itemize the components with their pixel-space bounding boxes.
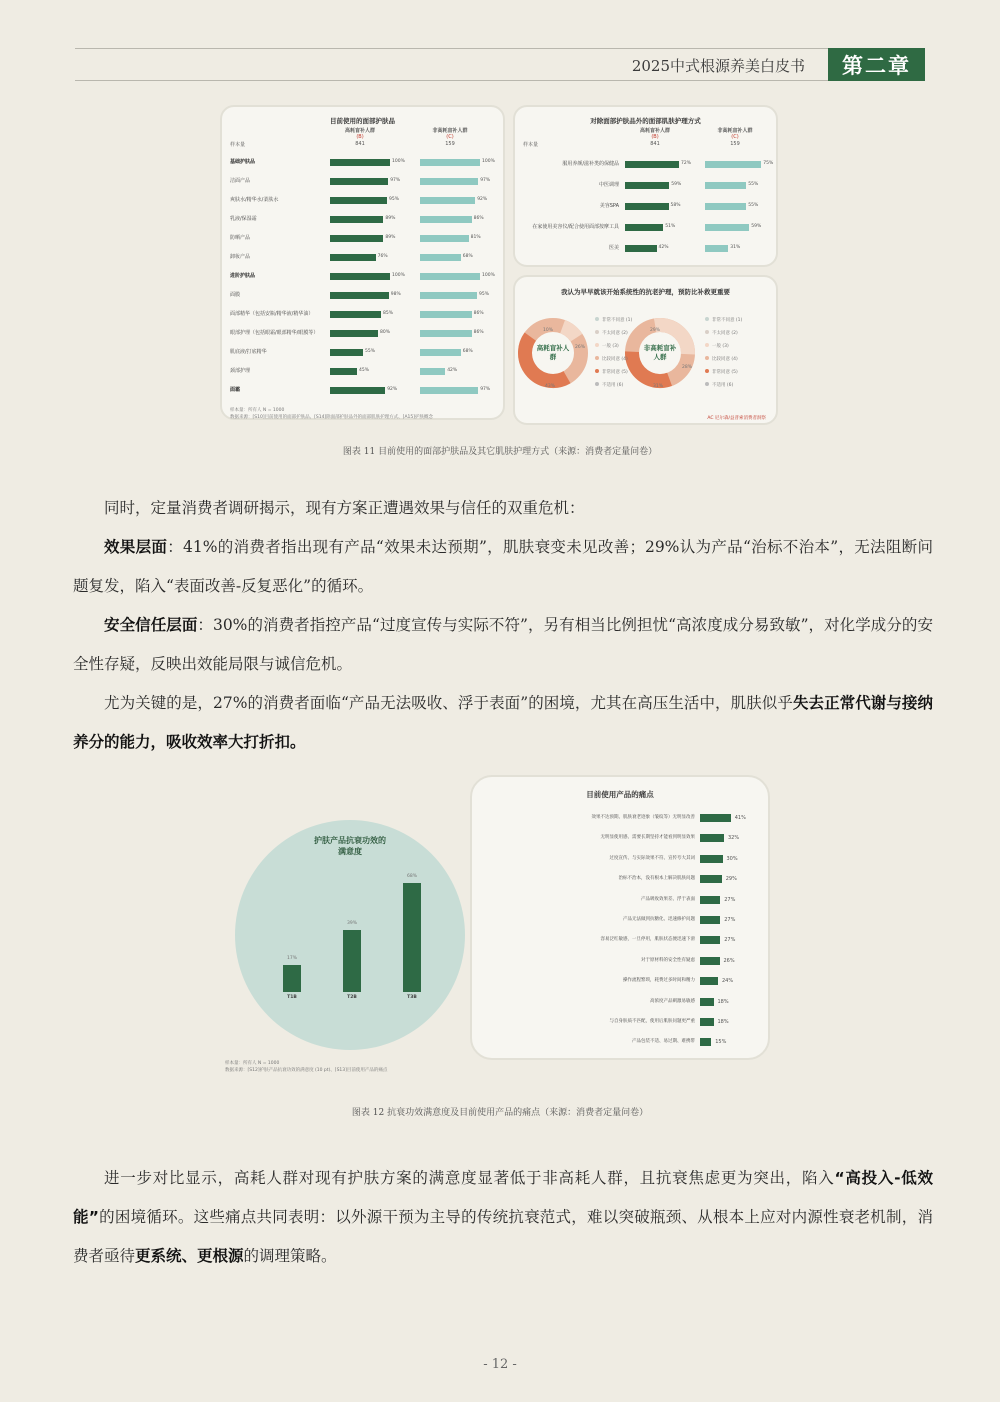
satisfaction-bar-value: 17% — [286, 955, 297, 961]
satisfaction-bar-label: T2B — [347, 995, 357, 1000]
left-bar-non-high — [420, 368, 445, 375]
col1-header: 高耗盲补人群 — [344, 128, 375, 134]
conclusion-text-c: 的困境循环。这些痛点共同表明：以外源干预为主导的传统抗衰范式，难以突破瓶颈、从根本上应对内源性衰老机制，消费者亟待 — [73, 1208, 934, 1265]
left-row-label: 进阶护肤品 — [230, 273, 256, 279]
legend-text: 非常同意 (5) — [602, 370, 628, 375]
pain-row-value: 27% — [724, 917, 736, 923]
pain-row-bar — [700, 834, 724, 842]
pain-row-label: 治标不治本，没有根本上解决肌肤问题 — [618, 876, 695, 882]
legend-text: 不太同意 (2) — [712, 331, 738, 336]
pain-row — [472, 809, 768, 827]
left-row — [222, 290, 507, 300]
pain-row-value: 15% — [715, 1039, 727, 1046]
left-bar-high — [330, 387, 385, 394]
left-row — [222, 176, 507, 186]
left-bar-non-high-value: 68% — [462, 349, 473, 354]
rt-row-label: 医美 — [608, 245, 619, 251]
legend-item — [595, 330, 628, 336]
legend-item — [705, 343, 729, 349]
anti-aging-attitude-card — [513, 275, 778, 425]
rt-col2-n: 159 — [730, 141, 740, 147]
conclusion-text-a: 进一步对比显示，高耗人群对现有护肤方案的满意度显著低于非高耗人群，且抗衰焦虑更为突出，陷入 — [104, 1169, 835, 1187]
left-footnote-2: 数据来源：[S10]目前使用的面部护肤品、[S14]除面部护肤品外的面部肌肤护理方式、[A15]护肤概念 — [230, 415, 433, 420]
left-bar-non-high-value: 68% — [462, 254, 473, 259]
header-rule-top — [75, 48, 925, 49]
pain-row-bar — [700, 1018, 714, 1026]
legend-swatch — [705, 382, 709, 386]
pain-row-label: 高浓度产品刺激易敏感 — [650, 998, 695, 1004]
pain-row-bar — [700, 936, 720, 944]
rt-bar-non-high — [705, 245, 728, 252]
figure-11-caption: 图表 11 目前使用的面部护肤品及其它肌肤护理方式（来源：消费者定量问卷） — [342, 447, 658, 457]
rt-bar-non-high-value: 55% — [748, 182, 759, 187]
safety-heading: 安全信任层面 — [104, 616, 198, 634]
left-bar-high-value: 80% — [380, 330, 391, 335]
left-row-label: 基础护肤品 — [230, 159, 256, 165]
left-bar-non-high — [420, 178, 478, 185]
left-bar-high — [330, 273, 390, 280]
figure-12 — [225, 770, 785, 1080]
pain-row — [472, 1033, 768, 1051]
rt-col1-letter: (B) — [651, 134, 659, 140]
pain-row-bar — [700, 998, 714, 1006]
left-bar-high-value: 95% — [389, 197, 400, 202]
col1-n: 841 — [355, 141, 365, 147]
satisfaction-bar-value: 39% — [346, 920, 357, 926]
left-row-label: 颈部护理 — [230, 368, 251, 374]
left-bar-high — [330, 216, 383, 223]
current-skincare-title: 目前使用的面部护肤品 — [330, 117, 395, 125]
pain-row-label: 过度宣传、与实际效果不符、宣传夸大其词 — [609, 855, 695, 861]
fig12-footnote-1: 样本量：所有人 N = 1000 — [225, 1061, 280, 1066]
pain-row — [472, 911, 768, 929]
attitude-title: 我认为早早就该开始系统性的抗老护理，预防比补救更重要 — [561, 288, 730, 296]
sample-label: 样本量 — [230, 142, 246, 148]
satisfaction-bar-label: T1B — [287, 995, 297, 1000]
left-bar-non-high-value: 92% — [477, 197, 488, 202]
satisfaction-bar-value: 68% — [406, 874, 417, 880]
legend-item — [705, 382, 733, 388]
left-bar-high — [330, 368, 357, 375]
left-bar-non-high — [420, 311, 472, 318]
left-bar-non-high-value: 42% — [447, 368, 458, 373]
donut-2-label: 非高耗盲补人群 — [643, 344, 677, 361]
legend-text: 一般 (3) — [712, 344, 729, 349]
pain-row — [472, 972, 768, 990]
satisfaction-title-line1: 护肤产品抗衰功效的 — [314, 836, 386, 845]
left-bar-non-high-value: 97% — [480, 178, 491, 183]
rt-bar-non-high-value: 75% — [763, 161, 774, 166]
legend-swatch — [595, 317, 599, 321]
left-row-label: 爽肤水/精华水/柔肤水 — [230, 197, 279, 203]
left-row — [222, 366, 507, 376]
left-bar-non-high-value: 100% — [482, 273, 495, 278]
legend-text: 一般 (3) — [602, 344, 619, 349]
pain-row-label: 效果不达预期、肌肤衰老迹象（皱纹等）无明显改善 — [591, 815, 695, 820]
left-bar-high-value: 89% — [385, 216, 396, 221]
pain-row-label: 产品无法做到抗糖化、迅速修护问题 — [623, 917, 695, 922]
left-row-label: 洁面产品 — [230, 178, 251, 184]
left-bar-non-high — [420, 273, 480, 280]
pain-row — [472, 829, 768, 847]
left-bar-high-value: 97% — [390, 178, 401, 183]
left-bar-non-high-value: 100% — [482, 159, 495, 164]
rt-bar-non-high-value: 59% — [751, 224, 762, 229]
absorption-emphasis: 失去正常代谢与接纳养分的能力，吸收效率大打折扣。 — [73, 694, 933, 751]
book-title: 2025中式根源养美白皮书 — [631, 57, 805, 75]
paragraph-conclusion — [73, 1159, 933, 1276]
pain-row-bar — [700, 957, 720, 965]
left-bar-high-value: 100% — [392, 159, 405, 164]
left-bar-high — [330, 292, 389, 299]
satisfaction-bar — [343, 930, 361, 992]
source-logo: AC 尼尔森/益普索消费者洞察 — [707, 416, 766, 421]
header-rule-bottom — [75, 80, 925, 81]
left-bar-high-value: 76% — [377, 254, 388, 259]
pain-row-value: 41% — [734, 815, 746, 821]
left-row — [222, 195, 507, 205]
legend-text: 比较同意 (4) — [602, 357, 628, 362]
pain-row-value: 30% — [726, 855, 738, 862]
left-row-label: 乳液/保湿霜 — [230, 216, 257, 222]
rt-bar-high-value: 59% — [671, 182, 682, 187]
pain-row — [472, 1013, 768, 1031]
rt-bar-non-high-value: 31% — [730, 245, 741, 250]
pain-row — [472, 952, 768, 970]
rt-col1-header: 高耗盲补人群 — [639, 128, 670, 134]
left-row-label: 面膜 — [230, 292, 241, 298]
rt-bar-high-value: 58% — [670, 203, 681, 208]
left-row-label: 面部精华（包括安瓶/精华液/精华油） — [230, 311, 314, 317]
rt-bar-high-value: 72% — [681, 161, 692, 166]
pain-row-label: 对于原材料的安全性有疑虑 — [641, 957, 695, 963]
left-bar-non-high — [420, 235, 469, 242]
left-bar-non-high — [420, 216, 472, 223]
legend-swatch — [595, 382, 599, 386]
left-row — [222, 328, 507, 338]
figure-12-caption: 图表 12 抗衰功效满意度及目前使用产品的痛点（来源：消费者定量问卷） — [351, 1108, 649, 1118]
donut-1-label: 高耗盲补人群 — [536, 344, 570, 361]
col2-letter: (C) — [446, 134, 454, 140]
left-bar-high — [330, 159, 390, 166]
legend-swatch — [705, 369, 709, 373]
left-bar-non-high-value: 97% — [480, 387, 491, 392]
left-bar-non-high — [420, 197, 475, 204]
rt-row — [515, 201, 780, 211]
donut-2-val-1: 28% — [682, 365, 693, 370]
legend-item — [595, 369, 628, 375]
pain-row — [472, 931, 768, 949]
satisfaction-title-line2: 满意度 — [338, 847, 362, 856]
left-row-label: 眼部护理（包括眼霜/眼部精华/眼膜等） — [230, 330, 319, 336]
left-bar-high — [330, 235, 383, 242]
legend-swatch — [595, 330, 599, 334]
left-bar-high-value: 89% — [385, 235, 396, 240]
left-row — [222, 233, 507, 243]
left-bar-high — [330, 254, 376, 261]
donut-1-val-2: 43% — [545, 384, 556, 389]
left-bar-non-high — [420, 292, 477, 299]
legend-item — [595, 317, 632, 323]
rt-bar-non-high-value: 55% — [748, 203, 759, 208]
left-row-label: 防晒产品 — [230, 235, 251, 241]
legend-text: 不适用 (6) — [602, 383, 624, 388]
rt-col1-n: 841 — [650, 141, 660, 147]
left-bar-non-high — [420, 254, 461, 261]
pain-row-label: 产品吸收效果差、浮于表面 — [641, 896, 695, 902]
pain-row-value: 27% — [724, 937, 736, 944]
legend-swatch — [595, 369, 599, 373]
pain-row-bar — [700, 814, 731, 822]
page-number: - 12 - — [483, 1357, 517, 1372]
left-bar-non-high-value: 86% — [473, 311, 484, 316]
left-bar-high-value: 92% — [387, 387, 398, 392]
other-care-title: 对除面部护肤品外的面部肌肤护理方式 — [590, 117, 701, 125]
rt-row-label: 在家使用美容仪/配合使用面部按摩工具 — [532, 224, 619, 230]
rt-row — [515, 180, 780, 190]
left-bar-high — [330, 311, 381, 318]
paragraph-effect — [73, 528, 933, 606]
pain-row-value: 18% — [717, 998, 729, 1005]
left-bar-high-value: 100% — [392, 273, 405, 278]
legend-swatch — [705, 356, 709, 360]
chapter-badge: 第二章 — [828, 48, 925, 81]
donut-1-val-1: 26% — [575, 345, 586, 350]
donut-2-val-0: 29% — [650, 328, 661, 333]
left-bar-high — [330, 330, 378, 337]
safety-text: ：30%的消费者指控产品“过度宣传与实际不符”，另有相当比例担忧“高浓度成分易致敏”，对化学成分的安全性存疑，反映出效能局限与诚信危机。 — [73, 616, 933, 673]
left-row — [222, 347, 507, 357]
satisfaction-bar-label: T3B — [407, 995, 417, 1000]
paragraph-absorption — [73, 684, 933, 762]
rt-bar-non-high — [705, 161, 761, 168]
current-skincare-card — [220, 105, 505, 420]
satisfaction-title — [280, 835, 420, 857]
rt-bar-high — [625, 245, 657, 252]
pain-points-card — [470, 775, 770, 1060]
pain-row-value: 26% — [723, 957, 735, 964]
absorption-text: 尤为关键的是，27%的消费者面临“产品无法吸收、浮于表面”的困境，尤其在高压生活中，肌肤似乎 — [104, 694, 793, 712]
other-care-card — [513, 105, 778, 267]
pain-row-label: 产品包装不适、易过期、难携带 — [632, 1039, 695, 1045]
pain-row-bar — [700, 896, 720, 904]
col2-n: 159 — [445, 141, 455, 147]
left-bar-high-value: 98% — [390, 292, 401, 297]
pain-row — [472, 850, 768, 868]
left-row — [222, 271, 507, 281]
rt-row-label: 服用养颜/滋补类的保健品 — [562, 161, 619, 167]
legend-swatch — [705, 330, 709, 334]
legend-swatch — [705, 317, 709, 321]
pain-row — [472, 891, 768, 909]
rt-row-label: 美容SPA — [599, 203, 619, 209]
left-row — [222, 309, 507, 319]
pain-row-bar — [700, 875, 722, 883]
rt-row-label: 中医调理 — [598, 182, 619, 188]
legend-text: 非常不同意 (1) — [712, 318, 743, 323]
legend-text: 不适用 (6) — [712, 383, 734, 388]
pain-row-value: 27% — [724, 896, 736, 903]
effect-heading: 效果层面 — [104, 538, 168, 556]
legend-item — [705, 317, 742, 323]
left-row-label: 肌底液/打底精华 — [230, 349, 267, 355]
rt-row — [515, 243, 780, 253]
rt-col2-header: 非高耗盲补人群 — [717, 128, 753, 134]
paragraph-safety — [73, 606, 933, 684]
fig12-footnote-2: 数据来源：[S12]护肤产品抗衰功效的满意度 (10 pt)、[S13]目前使用产品的痛点 — [225, 1068, 388, 1073]
legend-item — [705, 356, 738, 362]
pain-row — [472, 993, 768, 1011]
conclusion-text-e: 的调理策略。 — [243, 1247, 337, 1265]
left-bar-non-high-value: 86% — [473, 330, 484, 335]
left-footnote-1: 样本量：所有人 N = 1000 — [230, 408, 285, 413]
left-row-label: 卸妆产品 — [230, 254, 251, 260]
rt-col2-letter: (C) — [731, 134, 739, 140]
legend-item — [705, 369, 738, 375]
pain-row-label: 操作流程繁琐，耗费过多时间和精力 — [623, 978, 695, 984]
pain-row-bar — [700, 977, 718, 985]
rt-bar-high — [625, 161, 679, 168]
pain-row-label: 无明显使用感、需要长期坚持才能看到明显效果 — [600, 835, 695, 841]
pain-row-bar — [700, 916, 720, 924]
rt-bar-high — [625, 203, 669, 210]
satisfaction-bar — [403, 883, 421, 992]
left-row — [222, 214, 507, 224]
left-bar-high-value: 85% — [383, 311, 394, 316]
donut-2-val-2: 31% — [653, 384, 664, 389]
left-row — [222, 157, 507, 167]
left-bar-non-high-value: 86% — [473, 216, 484, 221]
left-bar-non-high — [420, 159, 480, 166]
rt-bar-non-high — [705, 182, 746, 189]
conclusion-emphasis-b: “高投入-低效能” — [73, 1169, 933, 1226]
left-bar-non-high — [420, 387, 478, 394]
legend-item — [705, 330, 738, 336]
figure-11 — [220, 105, 780, 430]
rt-bar-high-value: 51% — [665, 224, 676, 229]
legend-text: 比较同意 (4) — [712, 357, 738, 362]
legend-item — [595, 343, 619, 349]
legend-item — [595, 382, 623, 388]
effect-text: ：41%的消费者指出现有产品“效果未达预期”，肌肤衰变未见改善；29%认为产品“治标不治本”，无法阻断问题复发，陷入“表面改善-反复恶化”的循环。 — [73, 538, 933, 595]
left-bar-non-high-value: 95% — [479, 292, 490, 297]
pain-row-label: 与自身肤质不匹配，使用后肌肤问题更严重 — [609, 1019, 695, 1024]
rt-bar-high — [625, 182, 669, 189]
pain-row-label: 容易泛红敏感，一旦停用，肌肤状态便迅速下滑 — [600, 937, 695, 943]
left-row — [222, 385, 507, 395]
left-bar-high — [330, 197, 387, 204]
pain-row-bar — [700, 1038, 711, 1046]
pain-row-value: 18% — [717, 1019, 729, 1025]
pain-row-value: 32% — [728, 835, 740, 842]
pain-row-value: 29% — [725, 876, 737, 883]
legend-swatch — [595, 356, 599, 360]
left-bar-non-high-value: 81% — [470, 235, 481, 240]
left-bar-high-value: 55% — [365, 349, 376, 354]
pain-row-bar — [700, 855, 723, 863]
left-bar-high — [330, 178, 388, 185]
rt-row — [515, 159, 780, 169]
left-bar-non-high — [420, 349, 461, 356]
rt-bar-non-high — [705, 224, 749, 231]
legend-swatch — [595, 343, 599, 347]
pain-row — [472, 870, 768, 888]
rt-row — [515, 222, 780, 232]
legend-item — [595, 356, 628, 362]
satisfaction-bar — [283, 965, 301, 992]
legend-text: 非常不同意 (1) — [602, 318, 633, 323]
paragraph-intro: 同时，定量消费者调研揭示，现有方案正遭遇效果与信任的双重危机： — [104, 499, 585, 517]
rt-bar-non-high — [705, 203, 746, 210]
pain-points-title: 目前使用产品的痛点 — [586, 790, 654, 799]
rt-bar-high — [625, 224, 663, 231]
left-row — [222, 252, 507, 262]
legend-swatch — [705, 343, 709, 347]
left-bar-high-value: 45% — [359, 368, 370, 373]
left-bar-high — [330, 349, 363, 356]
col1-letter: (B) — [356, 134, 364, 140]
rt-sample-label: 样本量 — [523, 142, 539, 148]
legend-text: 非常同意 (5) — [712, 370, 738, 375]
legend-text: 不太同意 (2) — [602, 331, 628, 336]
col2-header: 非高耗盲补人群 — [432, 128, 468, 134]
rt-bar-high-value: 42% — [658, 245, 669, 250]
conclusion-emphasis-d: 更系统、更根源 — [135, 1247, 244, 1265]
pain-row-value: 24% — [722, 978, 734, 985]
donut-1-val-0: 10% — [543, 328, 554, 333]
left-bar-non-high — [420, 330, 472, 337]
left-row-label: 面霜 — [230, 387, 241, 393]
